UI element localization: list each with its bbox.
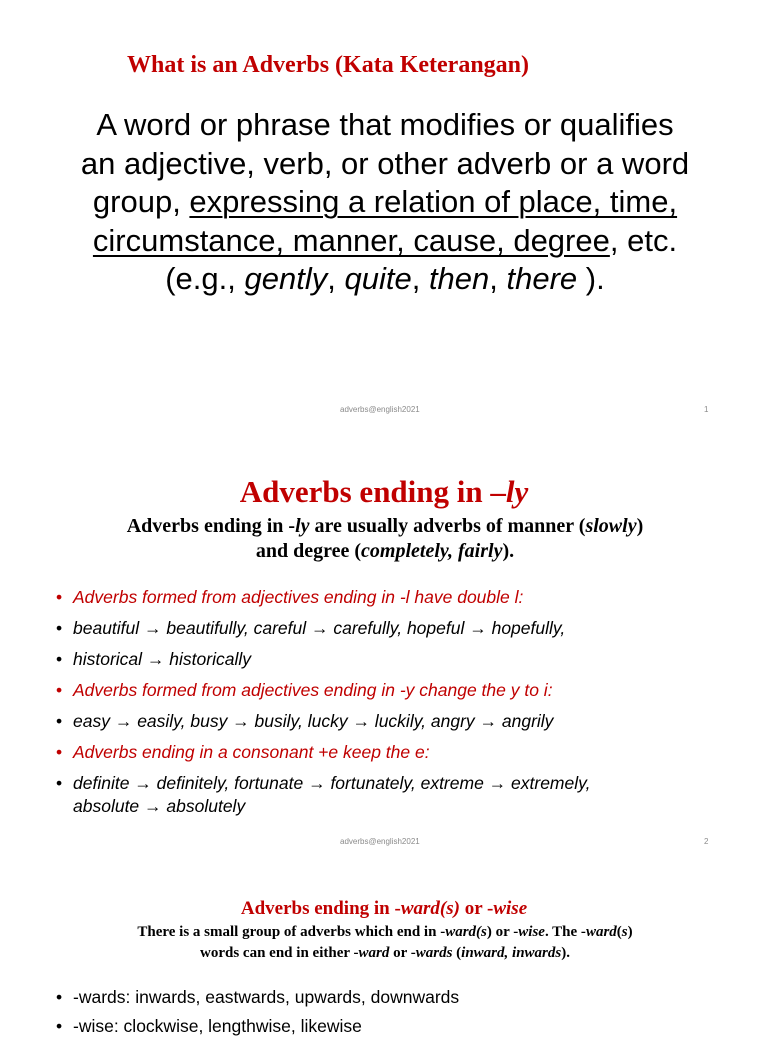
wise-examples (56, 1015, 746, 1038)
adverb-rules-list (56, 586, 746, 826)
definition-line-4 (40, 222, 730, 261)
subtitle-degree-examples: completely, fairly (361, 540, 503, 562)
example-double-l (56, 617, 746, 640)
list-item-text: historical → historically (73, 649, 251, 669)
bullet-marker: • (56, 987, 63, 1007)
bullet-marker: • (56, 711, 63, 731)
definition-line-3 (40, 183, 730, 222)
footer-text: adverbs@english2021 (340, 405, 420, 414)
definition-line-1: A word or phrase that modifies or qualifies (96, 107, 674, 142)
example-gently: gently (244, 261, 328, 296)
examples-line (40, 260, 730, 299)
slide-2-subtitle (40, 514, 730, 564)
subtitle-part: Adverbs ending in - (126, 515, 296, 537)
example-historical (56, 648, 746, 671)
subtitle-part: and degree ( (255, 540, 362, 562)
subtitle-part: ) or - (486, 924, 519, 940)
rule-double-l (56, 586, 746, 609)
bullet-marker: • (56, 773, 63, 793)
list-item-text: absolute → absolutely (73, 796, 246, 816)
slide-1-title: What is an Adverbs (Kata Keterangan) (127, 52, 529, 78)
subtitle-line-1 (40, 922, 730, 943)
definition-group-text: group, (92, 184, 190, 219)
list-item-text: beautiful → beautifully, careful → carefully, hopeful → hopefully, (73, 618, 566, 638)
subtitle-italic: wise (518, 924, 545, 940)
subtitle-part: There is a small group of adverbs which end in - (137, 924, 446, 940)
subtitle-line-2 (40, 539, 730, 564)
slide-2 (0, 432, 768, 864)
subtitle-italic: inward, inwards (461, 945, 562, 961)
title-part: Adverbs ending in - (240, 898, 401, 919)
subtitle-part: ) (636, 515, 644, 537)
subtitle-italic: ward (585, 924, 617, 940)
title-part: or - (459, 898, 494, 919)
subtitle-part: ). (502, 540, 515, 562)
etc-text: , etc. (609, 222, 678, 258)
example-then: then (428, 261, 490, 296)
example-quite: quite (344, 261, 412, 296)
subtitle-part: . The - (544, 924, 586, 940)
subtitle-italic: ward(s (445, 924, 487, 940)
ward-wise-list (56, 986, 746, 1044)
subtitle-part: ) (627, 924, 633, 940)
example-there: there (506, 261, 578, 296)
bullet-marker: • (56, 649, 63, 669)
page-number: 1 (704, 405, 709, 414)
underlined-circumstance-text: circumstance, manner, cause, degree (92, 222, 610, 258)
list-item-text: definite → definitely, fortunate → fortunately, extreme → extremely, (73, 773, 591, 793)
list-item-text: Adverbs formed from adjectives ending in -y change the y to i: (73, 680, 553, 700)
subtitle-italic: ward (358, 945, 390, 961)
title-ly: ly (505, 474, 529, 509)
example-keep-e (56, 772, 746, 818)
slide-3 (0, 864, 768, 1036)
subtitle-part: ( (452, 945, 462, 961)
rule-y-to-i (56, 679, 746, 702)
list-item-text: -wise: clockwise, lengthwise, likewise (73, 1016, 362, 1036)
examples-close: ). (577, 261, 605, 296)
examples-open: (e.g., (165, 261, 245, 296)
subtitle-italic: s (621, 924, 628, 940)
title-wise: wise (493, 898, 528, 919)
subtitle-ly: ly (295, 515, 310, 537)
example-y-to-i (56, 710, 746, 733)
bullet-marker: • (56, 680, 63, 700)
page-number: 2 (704, 837, 709, 846)
bullet-marker: • (56, 587, 63, 607)
wards-examples (56, 986, 746, 1009)
bullet-marker: • (56, 618, 63, 638)
definition-text (40, 106, 730, 299)
list-item-text: Adverbs formed from adjectives ending in -l have double l: (73, 587, 524, 607)
subtitle-slowly: slowly (585, 515, 637, 537)
example-separator: , (411, 261, 429, 296)
list-item-text: -wards: inwards, eastwards, upwards, downwards (73, 987, 460, 1007)
slide-2-title (0, 474, 768, 510)
example-separator: , (489, 261, 507, 296)
underlined-relation-text: expressing a relation of place, time, (189, 184, 678, 219)
title-prefix: Adverbs ending in – (239, 474, 506, 509)
subtitle-italic: wards (415, 945, 453, 961)
subtitle-line-2 (40, 943, 730, 964)
slide-3-subtitle (40, 922, 730, 964)
list-item-text: Adverbs ending in a consonant +e keep the e: (73, 742, 430, 762)
title-wards: ward(s) (400, 898, 460, 919)
subtitle-part: words can end in either - (200, 945, 359, 961)
subtitle-line-1 (40, 514, 730, 539)
definition-line-2: an adjective, verb, or other adverb or a word (80, 145, 690, 181)
slide-1 (0, 0, 768, 432)
slide-3-title (0, 898, 768, 920)
subtitle-part: ( (616, 924, 622, 940)
rule-keep-e (56, 741, 746, 764)
bullet-marker: • (56, 742, 63, 762)
footer-text: adverbs@english2021 (340, 837, 420, 846)
subtitle-part: ). (561, 945, 570, 961)
subtitle-part: or - (389, 945, 416, 961)
list-item-text: easy → easily, busy → busily, lucky → luckily, angry → angrily (73, 711, 554, 731)
subtitle-part: are usually adverbs of manner ( (309, 515, 586, 537)
bullet-marker: • (56, 1016, 63, 1036)
example-separator: , (327, 261, 345, 296)
